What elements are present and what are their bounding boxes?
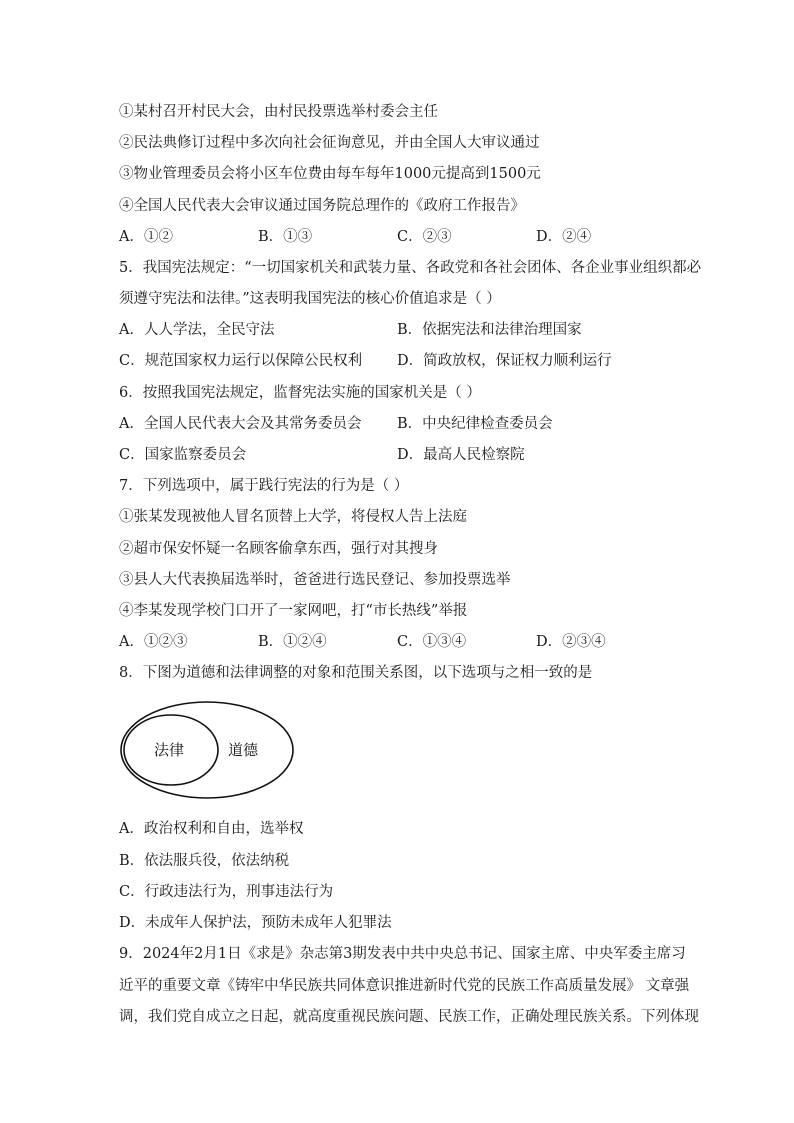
q6-option-b[interactable]: B．中央纪律检查委员会 <box>397 416 553 432</box>
law-label: 法律 <box>154 741 185 759</box>
morality-ellipse <box>121 702 293 798</box>
option-c[interactable]: C．②③ <box>397 229 452 245</box>
q5-option-a[interactable]: A．人人学法，全民守法 <box>119 322 275 338</box>
law-morality-diagram <box>118 699 300 805</box>
option-d[interactable]: D．②④ <box>536 229 592 245</box>
q8-option-d[interactable]: D．未成年人保护法，预防未成年人犯罪法 <box>119 915 392 931</box>
q8-stem: 8．下图为道德和法律调整的对象和范围关系图，以下选项与之相一致的是 <box>119 665 593 681</box>
q7-item-2: ②超市保安怀疑一名顾客偷拿东西，强行对其搜身 <box>119 541 438 557</box>
q7-stem: 7．下列选项中，属于践行宪法的行为是（ ） <box>119 478 409 494</box>
q5-option-b[interactable]: B．依据宪法和法律治理国家 <box>397 322 582 338</box>
q5-stem-line2: 须遵守宪法和法律。”这表明我国宪法的核心价值追求是（ ） <box>119 291 501 307</box>
q8-option-a[interactable]: A．政治权利和自由，选举权 <box>119 821 304 837</box>
option-a[interactable]: A．①② <box>119 229 173 245</box>
q5-option-c[interactable]: C．规范国家权力运行以保障公民权利 <box>119 353 363 369</box>
q9-stem-line1: 9．2024年2月1日《求是》杂志第3期发表中共中央总书记、国家主席、中央军委主席习 <box>119 946 686 962</box>
morality-label: 道德 <box>228 741 259 759</box>
option-b[interactable]: B．①③ <box>258 229 313 245</box>
statement-3: ③物业管理委员会将小区车位费由每车每年1000元提高到1500元 <box>119 166 541 182</box>
statement-4: ④全国人民代表大会审议通过国务院总理作的《政府工作报告》 <box>119 198 525 214</box>
statement-2: ②民法典修订过程中多次向社会征询意见，并由全国人大审议通过 <box>119 135 540 151</box>
q5-stem-line1: 5．我国宪法规定：“一切国家机关和武装力量、各政党和各社会团体、各企业事业组织都必 <box>119 260 702 276</box>
q7-option-c[interactable]: C．①③④ <box>397 634 467 650</box>
q7-item-3: ③县人大代表换届选举时，爸爸进行选民登记、参加投票选举 <box>119 572 511 588</box>
q7-item-4: ④李某发现学校门口开了一家网吧，打“市长热线”举报 <box>119 603 468 619</box>
q7-option-d[interactable]: D．②③④ <box>536 634 606 650</box>
q7-option-a[interactable]: A．①②③ <box>119 634 188 650</box>
q6-option-d[interactable]: D．最高人民检察院 <box>397 447 525 463</box>
q7-option-b[interactable]: B．①②④ <box>258 634 327 650</box>
statement-1: ①某村召开村民大会，由村民投票选举村委会主任 <box>119 104 438 120</box>
q9-stem-line2: 近平的重要文章《铸牢中华民族共同体意识推进新时代党的民族工作高质量发展》 文章强 <box>119 978 690 994</box>
q7-item-1: ①张某发现被他人冒名顶替上大学，将侵权人告上法庭 <box>119 509 467 525</box>
q6-stem: 6．按照我国宪法规定，监督宪法实施的国家机关是（ ） <box>119 385 481 401</box>
q6-option-c[interactable]: C．国家监察委员会 <box>119 447 247 463</box>
q8-option-b[interactable]: B．依法服兵役，依法纳税 <box>119 853 290 869</box>
q9-stem-line3: 调，我们党自成立之日起，就高度重视民族问题、民族工作，正确处理民族关系。下列体现 <box>119 1009 699 1025</box>
q5-option-d[interactable]: D．简政放权，保证权力顺利运行 <box>397 353 612 369</box>
q6-option-a[interactable]: A．全国人民代表大会及其常务委员会 <box>119 416 362 432</box>
q8-option-c[interactable]: C．行政违法行为，刑事违法行为 <box>119 884 334 900</box>
